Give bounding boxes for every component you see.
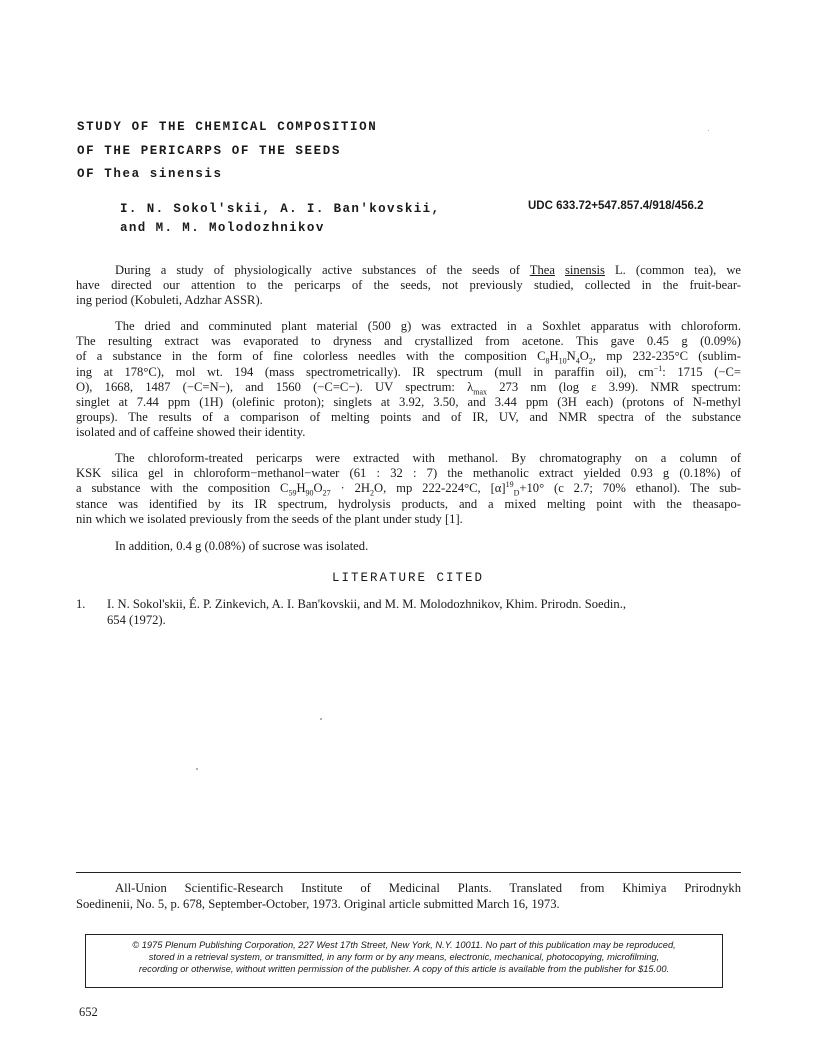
paragraph-line: have directed our attention to the pericarps of the seeds, not previously studied, collected in the fruit-bear- bbox=[76, 278, 741, 293]
paragraph-line: The dried and comminuted plant material (500 g) was extracted in a Soxhlet apparatus with chloroform. bbox=[115, 319, 741, 333]
article-title-line-3: OF Thea sinensis bbox=[77, 167, 223, 181]
paragraph-line: nin which we isolated previously from the seeds of the plant under study [1]. bbox=[76, 511, 463, 526]
paragraph-line: a substance with the composition $C_{59}H_{90}O_{27} \cdot 2H_2O$, mp 222-224°C, $[\alpha]^{19}_D+10^\circ$ (c 2.7; 70% ethanol). The sub- bbox=[76, 480, 741, 498]
paragraph-line: isolated and of caffeine showed their identity. bbox=[76, 425, 306, 440]
reference-line: 654 (1972). bbox=[107, 613, 166, 627]
paragraph-intro bbox=[76, 263, 741, 309]
footnote-divider bbox=[76, 872, 741, 873]
paragraph-line: singlet at 7.44 ppm (1H) (olefinic proton); singlets at 3.92, 3.50, and 3.44 ppm (3H each) (protons of N-methyl bbox=[76, 395, 741, 410]
paragraph-line: ing period (Kobuleti, Adzhar ASSR). bbox=[76, 293, 263, 308]
page-number: 652 bbox=[79, 1005, 98, 1019]
paragraph-line: stance was identified by its IR spectrum, hydrolysis products, and a mixed melting point with the theasapo- bbox=[76, 496, 741, 511]
article-title-line-1: STUDY OF THE CHEMICAL COMPOSITION bbox=[77, 120, 378, 134]
udc-classification: UDC 633.72+547.857.4/918/456.2 bbox=[528, 200, 704, 212]
copyright-line: stored in a retrieval system, or transmitted, in any form or by any means, electronic, mechanical, photocopying, microfilming, bbox=[148, 952, 660, 962]
paragraph-line: The resulting extract was evaporated to dryness and crystallized from acetone. This gave 0.45 g (0.09%) bbox=[76, 334, 741, 349]
paragraph-line: groups). The results of a comparison of melting points and of IR, UV, and NMR spectra of the substance bbox=[76, 410, 741, 425]
paragraph-line: The chloroform-treated pericarps were extracted with methanol. By chromatography on a column of bbox=[115, 451, 741, 465]
reference-number: 1. bbox=[76, 597, 86, 611]
copyright-line: recording or otherwise, without written permission of the publisher. A copy of this article is available from the publisher for $15.00. bbox=[138, 964, 670, 974]
author-list bbox=[120, 200, 440, 238]
species-name: sinensis bbox=[565, 263, 605, 277]
paragraph-line: O), 1668, 1487 (−C=N−), and 1560 (−C=C−). UV spectrum: $\lambda_{max}$ 273 nm (log ε 3.99). NMR spectrum: bbox=[76, 379, 741, 397]
copyright-notice-box bbox=[85, 934, 723, 988]
footnote-line: Soedinenii, No. 5, p. 678, September-October, 1973. Original article submitted March 16, 1973. bbox=[76, 897, 560, 911]
paragraph-line: During a study of physiologically active substances of the seeds of Thea sinensis L. (common tea), we bbox=[115, 263, 741, 277]
scan-speck bbox=[196, 768, 198, 770]
paragraph-line: ing at 178°C), mol wt. 194 (mass spectrometrically). IR spectrum (mull in paraffin oil), $cm^{-1}$: 1715 (−C= bbox=[76, 363, 741, 379]
authors-line-2: and M. M. Molodozhnikov bbox=[120, 221, 325, 235]
paragraph-line: of a substance in the form of fine colorless needles with the composition $C_8H_{10}N_4O_2$, mp 232-235°C (sublim- bbox=[76, 349, 741, 366]
paragraph-theasaponin bbox=[76, 451, 741, 527]
paragraph-line: KSK silica gel in chloroform−methanol−water (61 : 32 : 7) the methanolic extract yielded 0.93 g (0.18%) of bbox=[76, 466, 741, 481]
paragraph-sucrose bbox=[76, 539, 741, 554]
scan-speck bbox=[320, 718, 322, 720]
copyright-line: © 1975 Plenum Publishing Corporation, 227 West 17th Street, New York, N.Y. 10011. No part of this publication may be reproduced, bbox=[132, 940, 676, 950]
literature-cited-heading: LITERATURE CITED bbox=[331, 571, 485, 585]
affiliation-footnote bbox=[76, 880, 741, 912]
footnote-line: All-Union Scientific-Research Institute of Medicinal Plants. Translated from Khimiya Prirodnykh bbox=[115, 881, 741, 895]
reference-item bbox=[76, 596, 741, 628]
scan-speck bbox=[708, 130, 709, 131]
article-title-line-2: OF THE PERICARPS OF THE SEEDS bbox=[77, 144, 341, 158]
paragraph-line: In addition, 0.4 g (0.08%) of sucrose was isolated. bbox=[115, 539, 369, 553]
authors-line-1: I. N. Sokol'skii, A. I. Ban'kovskii, bbox=[120, 202, 441, 216]
paragraph-caffeine bbox=[76, 319, 741, 441]
reference-line: I. N. Sokol'skii, É. P. Zinkevich, A. I. Ban'kovskii, and M. M. Molodozhnikov, Khim. Prirodn. Soedin., bbox=[107, 597, 627, 611]
genus-name: Thea bbox=[529, 263, 555, 277]
